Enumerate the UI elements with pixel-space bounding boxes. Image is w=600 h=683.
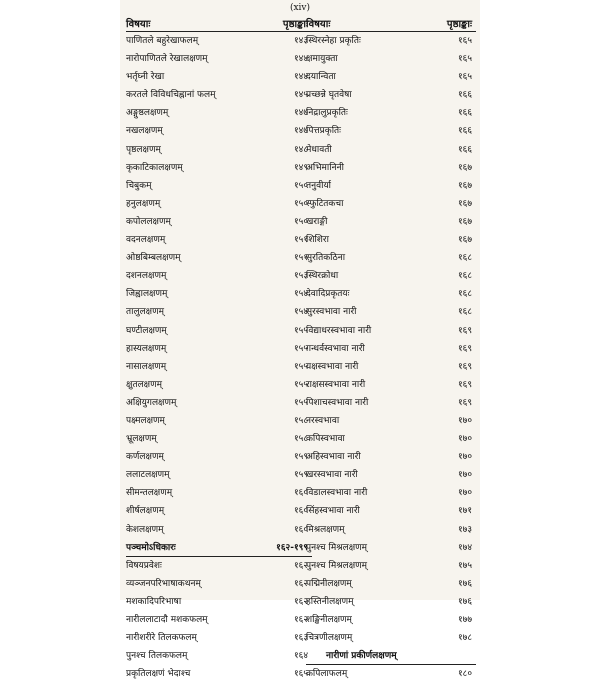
index-entry [126, 285, 312, 303]
entry-title: नखलक्षणम् [126, 126, 163, 137]
entry-title: विद्याधरस्वभावा नारी [306, 325, 372, 336]
index-column-right [306, 14, 476, 683]
entry-title: पुनश्च मिश्रलक्षणम् [306, 542, 368, 553]
entry-title: सिंहस्वभावा नारी [306, 506, 360, 517]
entry-page: १६० [293, 506, 308, 517]
entry-page: १६० [293, 488, 308, 499]
index-entry [306, 629, 476, 647]
index-entry [126, 50, 312, 68]
page-number: (xiv) [289, 3, 311, 13]
index-entry [306, 448, 476, 466]
entry-title: अहिस्वभावा नारी [306, 452, 361, 463]
entry-page: १७० [457, 434, 472, 445]
entry-title: वदनलक्षणम् [126, 235, 166, 246]
entry-page: १६६ [457, 126, 472, 137]
entry-page: १६५ [457, 72, 472, 83]
index-entry [126, 502, 312, 520]
entry-title: पाणितले बहुरेखाफलम् [126, 36, 199, 46]
index-list-right [306, 32, 476, 683]
entry-page: १६७ [457, 180, 472, 191]
section-heading [306, 647, 476, 665]
entry-page: १७० [457, 415, 472, 426]
entry-title: मिश्रलक्षणम् [306, 524, 345, 535]
entry-page: १६७ [457, 162, 472, 173]
index-column-left [126, 14, 312, 683]
entry-page: १४७ [293, 126, 308, 137]
entry-page: १४९ [293, 162, 308, 173]
index-entry [126, 32, 312, 50]
entry-page: १६८ [457, 289, 472, 300]
index-entry [306, 376, 476, 394]
entry-title: स्फुटितकचा [306, 198, 344, 209]
entry-page: १६२-१९९ [276, 542, 308, 553]
entry-page: १५५ [293, 325, 308, 336]
entry-title: पञ्चमोऽधिकारः [126, 542, 176, 553]
entry-page: १६८ [457, 307, 472, 318]
entry-title: सीमन्तलक्षणम् [126, 488, 173, 499]
entry-title: भ्रूलक्षणम् [126, 434, 157, 445]
entry-title: चिबुकम् [126, 180, 152, 191]
entry-page: १६७ [457, 235, 472, 246]
index-entry [126, 231, 312, 249]
index-entry [126, 448, 312, 466]
entry-title: खराङ्गी [306, 216, 328, 227]
entry-page: १५९ [293, 470, 308, 481]
entry-page: १५८ [293, 415, 308, 426]
entry-page: १६२ [293, 560, 308, 571]
entry-page: १५५ [293, 379, 308, 390]
index-page [120, 0, 480, 680]
index-entry [126, 141, 312, 159]
entry-title: स्थिरस्नेहा प्रकृतिः [306, 36, 361, 46]
entry-page: १५५ [293, 343, 308, 354]
index-entry [306, 68, 476, 86]
index-entry [306, 412, 476, 430]
index-entry [306, 104, 476, 122]
index-entry [126, 358, 312, 376]
entry-page: १४७ [293, 108, 308, 119]
index-entry [126, 104, 312, 122]
index-entry [126, 267, 312, 285]
entry-page: १६८ [457, 253, 472, 264]
entry-page: १८० [457, 669, 472, 680]
entry-page: १६७ [457, 198, 472, 209]
entry-page: १६६ [457, 144, 472, 155]
entry-title: मेधावती [306, 144, 332, 155]
entry-page: १६९ [457, 343, 472, 354]
subject-header: विषयाः [306, 19, 331, 30]
entry-page: १४३ [293, 36, 308, 46]
entry-title: कृकाटिकालक्षणम् [126, 162, 183, 173]
entry-title: प्रच्छन्ने घृतवेषा [306, 90, 352, 101]
index-entry [126, 159, 312, 177]
entry-page: १७४ [457, 542, 472, 553]
entry-title: शङ्खिनीलक्षणम् [306, 615, 352, 625]
index-entry [126, 629, 312, 647]
entry-page: १५५ [293, 397, 308, 408]
index-entry [126, 86, 312, 104]
entry-title: तालुलक्षणम् [126, 307, 165, 318]
index-entry [126, 539, 312, 557]
entry-page: १५४ [293, 289, 308, 300]
index-entry [306, 50, 476, 68]
entry-page: १७६ [457, 578, 472, 589]
entry-title: नारीणां प्रकीर्णलक्षणम् [326, 651, 397, 662]
entry-title: नारोपाणितले रेखालक्षणम् [126, 54, 208, 65]
index-entry [126, 303, 312, 321]
entry-page: १७६ [457, 596, 472, 607]
entry-title: अङ्गुष्ठलक्षणम् [126, 108, 169, 119]
entry-page: १६२ [293, 596, 308, 607]
index-entry [126, 376, 312, 394]
entry-title: हस्तिनीलक्षणम् [306, 596, 354, 607]
index-entry [126, 557, 312, 575]
entry-title: क्षमायुक्ता [306, 54, 338, 65]
entry-title: ललाटलक्षणम् [126, 470, 170, 481]
index-entry [306, 466, 476, 484]
entry-page: १५३ [293, 271, 308, 282]
entry-title: केशलक्षणम् [126, 524, 164, 535]
entry-title: खरस्वभावा नारी [306, 470, 358, 481]
entry-title: गन्धर्वस्वभावा नारी [306, 343, 365, 354]
index-entry [306, 267, 476, 285]
index-entry [306, 521, 476, 539]
entry-title: भर्तृघ्नी रेखा [126, 72, 165, 83]
page-header: पृष्ठाङ्काः [282, 19, 308, 30]
entry-page: १७० [457, 470, 472, 481]
entry-title: कर्णलक्षणम् [126, 452, 164, 463]
entry-page: १५५ [293, 361, 308, 372]
entry-page: १६५ [457, 54, 472, 65]
entry-title: नारीललाटादौ मशकफलम् [126, 615, 208, 625]
index-entry [126, 340, 312, 358]
entry-title: निद्रालुप्रकृतिः [306, 108, 348, 119]
entry-title: हनुलक्षणम् [126, 198, 161, 209]
entry-page: १५४ [293, 307, 308, 318]
entry-title: मशकादिपरिभाषा [126, 596, 182, 607]
entry-page: १६६ [457, 108, 472, 119]
index-entry [126, 249, 312, 267]
index-entry [126, 647, 312, 665]
entry-page: १४४ [293, 54, 308, 65]
index-entry [126, 213, 312, 231]
index-entry [306, 394, 476, 412]
entry-page: १५१ [293, 253, 308, 264]
entry-title: नारीशरीरे तिलकफलम् [126, 633, 197, 644]
index-entry [306, 430, 476, 448]
page-header: पृष्ठाङ्काः [446, 19, 472, 30]
entry-title: तनुवीर्या [306, 180, 332, 191]
entry-page: १६४ [293, 651, 308, 662]
index-entry [126, 484, 312, 502]
entry-title: राक्षसस्वभावा नारी [306, 379, 366, 390]
entry-page: १६५ [293, 669, 308, 680]
index-entry [306, 195, 476, 213]
entry-page: १६६ [457, 90, 472, 101]
index-entry [306, 231, 476, 249]
entry-page: १६५ [457, 36, 472, 46]
entry-page: १७३ [457, 524, 472, 535]
entry-page: १६७ [457, 216, 472, 227]
entry-page: १६२ [293, 578, 308, 589]
entry-title: घण्टीलक्षणम् [126, 325, 167, 336]
index-entry [306, 213, 476, 231]
index-entry [306, 557, 476, 575]
index-entry [306, 285, 476, 303]
entry-title: कपिस्वभावा [306, 434, 345, 445]
index-entry [126, 611, 312, 629]
entry-title: क्षुतलक्षणम् [126, 379, 163, 390]
entry-page: १६९ [457, 397, 472, 408]
index-entry [126, 322, 312, 340]
entry-page: १७० [457, 488, 472, 499]
index-entry [126, 412, 312, 430]
column-header [306, 14, 476, 32]
entry-title: प्रकृतिलक्षणं भेदाश्च [126, 669, 191, 680]
index-entry [126, 575, 312, 593]
column-header [126, 14, 312, 32]
entry-page: १६० [293, 524, 308, 535]
index-entry [126, 394, 312, 412]
index-entry [126, 122, 312, 140]
index-entry [306, 665, 476, 683]
entry-page: १६३ [293, 633, 308, 644]
index-entry [306, 593, 476, 611]
entry-title: अभिमानिनी [306, 162, 344, 173]
index-entry [306, 322, 476, 340]
index-entry [126, 593, 312, 611]
index-entry [126, 466, 312, 484]
entry-title: पुनश्च तिलकफलम् [126, 651, 188, 662]
entry-title: कपिलाफलम् [306, 669, 348, 680]
entry-title: दयान्विता [306, 72, 336, 83]
entry-title: कपोललक्षणम् [126, 216, 171, 227]
entry-page: १५० [293, 180, 308, 191]
index-entry [126, 177, 312, 195]
entry-page: १६९ [457, 361, 472, 372]
entry-title: पिशाचस्वभावा नारी [306, 397, 369, 408]
index-entry [306, 32, 476, 50]
entry-page: १५१ [293, 235, 308, 246]
entry-title: नासालक्षणम् [126, 361, 167, 372]
entry-title: सुरस्वभावा नारी [306, 307, 357, 318]
entry-title: देवादिप्रकृतयः [306, 289, 350, 300]
entry-title: हास्यलक्षणम् [126, 343, 167, 354]
entry-page: १४५ [293, 90, 308, 101]
index-entry [126, 665, 312, 683]
entry-page: १७८ [457, 633, 472, 644]
index-entry [306, 611, 476, 629]
index-entry [306, 539, 476, 557]
entry-title: पुनश्च मिश्रलक्षणम् [306, 560, 368, 571]
entry-page: १७७ [457, 615, 472, 625]
entry-page: १६८ [457, 271, 472, 282]
entry-title: अक्षियुगलक्षणम् [126, 397, 177, 408]
entry-page: १४४ [293, 72, 308, 83]
entry-title: पृष्ठलक्षणम् [126, 144, 161, 155]
entry-title: स्थिरक्रोधा [306, 271, 339, 282]
index-entry [126, 521, 312, 539]
entry-title: दशनलक्षणम् [126, 271, 167, 282]
entry-title: पद्मिनीलक्षणम् [306, 578, 352, 589]
index-entry [126, 430, 312, 448]
entry-title: शीर्षलक्षणम् [126, 506, 165, 517]
entry-page: १७५ [457, 560, 472, 571]
entry-title: चित्रणीलक्षणम् [306, 633, 353, 644]
index-entry [306, 86, 476, 104]
entry-page: १७० [457, 452, 472, 463]
entry-page: १४८ [293, 144, 308, 155]
entry-title: पित्तप्रकृतिः [306, 126, 341, 137]
entry-title: ओष्ठबिम्बलक्षणम् [126, 253, 181, 264]
index-entry [306, 340, 476, 358]
index-entry [306, 177, 476, 195]
entry-page: १५० [293, 216, 308, 227]
entry-title: विडालस्वभावा नारी [306, 488, 368, 499]
entry-page: १५८ [293, 434, 308, 445]
subject-header: विषयाः [126, 19, 151, 30]
entry-title: व्यञ्जनपरिभाषाकथनम् [126, 578, 201, 589]
index-entry [126, 68, 312, 86]
index-entry [306, 249, 476, 267]
entry-page: १५९ [293, 452, 308, 463]
index-entry [306, 141, 476, 159]
index-entry [306, 303, 476, 321]
entry-title: नरस्वभावा [306, 415, 340, 426]
index-entry [306, 484, 476, 502]
index-entry [126, 195, 312, 213]
entry-title: शिशिरा [306, 235, 329, 246]
index-entry [306, 159, 476, 177]
index-entry [306, 502, 476, 520]
entry-title: करतले विविधचिह्नानां फलम् [126, 90, 216, 101]
entry-title: पक्ष्मलक्षणम् [126, 415, 165, 426]
entry-page: १६९ [457, 379, 472, 390]
index-entry [306, 575, 476, 593]
entry-title: सुरतिकठिना [306, 253, 346, 264]
entry-page: १६९ [457, 325, 472, 336]
index-list-left [126, 32, 312, 683]
entry-page: १६२ [293, 615, 308, 625]
entry-page: १५० [293, 198, 308, 209]
index-entry [306, 358, 476, 376]
entry-title: विषयप्रवेशः [126, 560, 162, 571]
entry-title: यक्षस्वभावा नारी [306, 361, 359, 372]
entry-title: जिह्वालक्षणम् [126, 289, 168, 300]
entry-page: १७१ [457, 506, 472, 517]
index-entry [306, 122, 476, 140]
